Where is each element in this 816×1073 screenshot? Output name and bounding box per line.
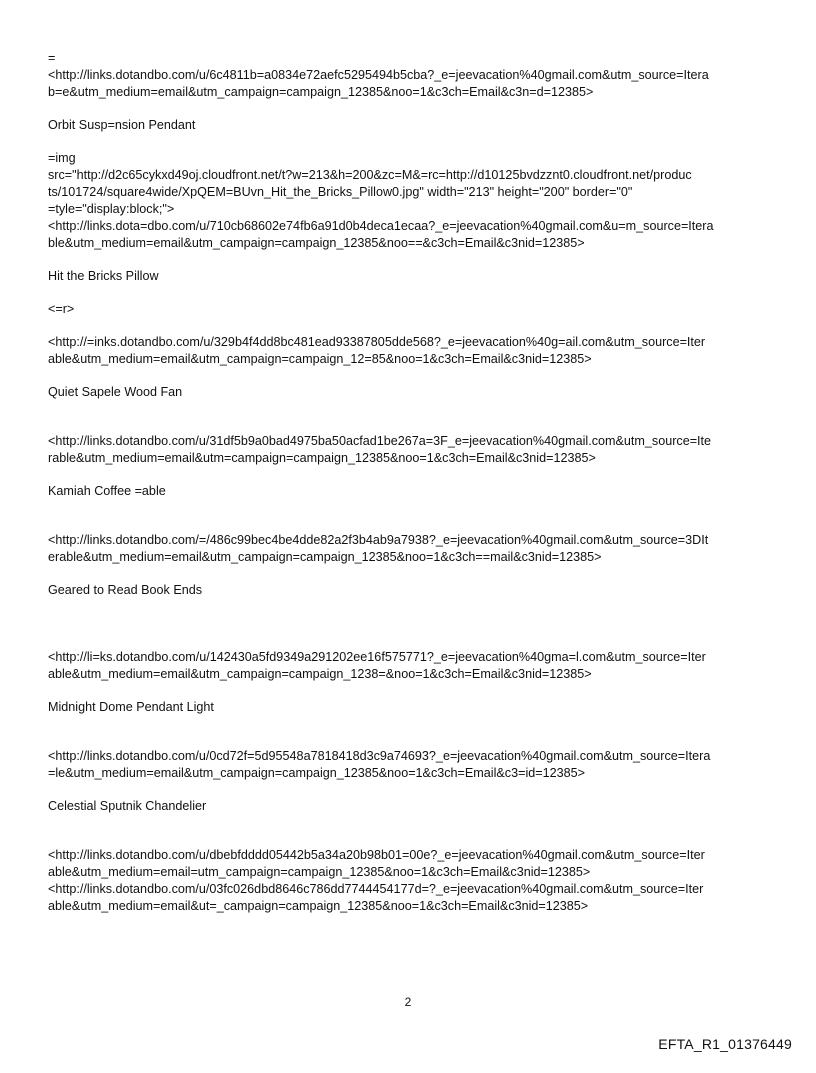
text-line: able&utm_medium=email&utm_campaign=campaign_1238=&noo=1&c3ch=Email&c3nid=12385> bbox=[48, 667, 592, 681]
text-line: <=r> bbox=[48, 302, 75, 316]
bates-number: EFTA_R1_01376449 bbox=[658, 1036, 792, 1052]
product-name: Midnight Dome Pendant Light bbox=[48, 700, 214, 714]
document-body bbox=[48, 50, 772, 915]
text-line: <http://=inks.dotandbo.com/u/329b4f4dd8bc481ead93387805dde568?_e=jeevacation%40g=ail.com&utm_source=Iter bbox=[48, 335, 706, 349]
text-line: src="http://d2c65cykxd49oj.cloudfront.net/t?w=213&h=200&zc=M&=rc=http://d10125bvdzznt0.cloudfront.net/produc bbox=[48, 168, 692, 182]
text-line: <http://links.dotandbo.com/u/03fc026dbd8646c786dd7744454177d=?_e=jeevacation%40gmail.com&utm_source=Iter bbox=[48, 882, 704, 896]
text-line: <http://links.dotandbo.com/=/486c99bec4be4dde82a2f3b4ab9a7938?_e=jeevacation%40gmail.com&utm_source=3DIt bbox=[48, 533, 709, 547]
text-line: <http://links.dotandbo.com/u/6c4811b=a0834e72aefc5295494b5cba?_e=jeevacation%40gmail.com&utm_source=Itera bbox=[48, 68, 709, 82]
text-line: <http://links.dota=dbo.com/u/710cb68602e74fb6a91d0b4deca1ecaa?_e=jeevacation%40gmail.com&u=m_source=Itera bbox=[48, 219, 714, 233]
text-line: ts/101724/square4wide/XpQEM=BUvn_Hit_the_Bricks_Pillow0.jpg" width="213" height="200" border="0" bbox=[48, 185, 633, 199]
text-line: = bbox=[48, 51, 56, 65]
text-line: <http://links.dotandbo.com/u/0cd72f=5d95548a7818418d3c9a74693?_e=jeevacation%40gmail.com&utm_source=Itera bbox=[48, 749, 711, 763]
text-line: <http://links.dotandbo.com/u/31df5b9a0bad4975ba50acfad1be267a=3F_e=jeevacation%40gmail.com&utm_source=Ite bbox=[48, 434, 712, 448]
product-name: Geared to Read Book Ends bbox=[48, 583, 203, 597]
page-number: 2 bbox=[404, 995, 412, 1009]
text-line: rable&utm_medium=email&utm=campaign=campaign_12385&noo=1&c3ch=Email&c3nid=12385> bbox=[48, 451, 596, 465]
text-line: able&utm_medium=email&ut=_campaign=campaign_12385&noo=1&c3ch=Email&c3nid=12385> bbox=[48, 899, 589, 913]
product-name: Celestial Sputnik Chandelier bbox=[48, 799, 207, 813]
text-line: =img bbox=[48, 151, 76, 165]
text-line: able&utm_medium=email=utm_campaign=campaign_12385&noo=1&c3ch=Email&c3nid=12385> bbox=[48, 865, 591, 879]
text-line: =le&utm_medium=email&utm_campaign=campaign_12385&noo=1&c3ch=Email&c3=id=12385> bbox=[48, 766, 585, 780]
product-name: Kamiah Coffee =able bbox=[48, 484, 166, 498]
text-line: able&utm_medium=email&utm_campaign=campaign_12=85&noo=1&c3ch=Email&c3nid=12385> bbox=[48, 352, 592, 366]
product-name: Hit the Bricks Pillow bbox=[48, 269, 159, 283]
text-line: erable&utm_medium=email&utm_campaign=campaign_12385&noo=1&c3ch==mail&c3nid=12385> bbox=[48, 550, 602, 564]
text-line: b=e&utm_medium=email&utm_campaign=campaign_12385&noo=1&c3ch=Email&c3n=d=12385> bbox=[48, 85, 594, 99]
product-name: Quiet Sapele Wood Fan bbox=[48, 385, 183, 399]
text-line: <http://links.dotandbo.com/u/dbebfdddd05442b5a34a20b98b01=00e?_e=jeevacation%40gmail.com&utm_source=Iter bbox=[48, 848, 705, 862]
text-line: =tyle="display:block;"> bbox=[48, 202, 175, 216]
text-line: ble&utm_medium=email&utm_campaign=campaign_12385&noo==&c3ch=Email&c3nid=12385> bbox=[48, 236, 585, 250]
text-line: <http://li=ks.dotandbo.com/u/142430a5fd9349a291202ee16f575771?_e=jeevacation%40gma=l.com&utm_source=Iter bbox=[48, 650, 706, 664]
product-name: Orbit Susp=nsion Pendant bbox=[48, 118, 196, 132]
